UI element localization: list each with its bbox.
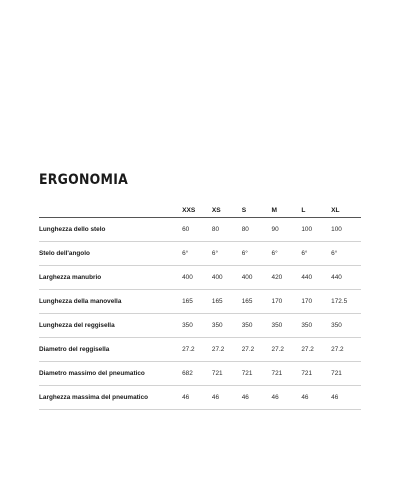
table-cell: 27.2	[331, 338, 361, 362]
row-label: Diametro del reggisella	[39, 338, 182, 362]
table-row	[39, 266, 361, 290]
table-cell: 27.2	[242, 338, 272, 362]
table-cell: 100	[301, 218, 331, 242]
header-size-s: S	[242, 203, 272, 218]
section-title: ERGONOMIA	[39, 172, 129, 188]
header-label-cell	[39, 203, 182, 218]
table-cell: 350	[331, 314, 361, 338]
table-cell: 400	[242, 266, 272, 290]
table-row	[39, 314, 361, 338]
table-cell: 440	[331, 266, 361, 290]
table-cell: 46	[301, 386, 331, 410]
table-cell: 400	[212, 266, 242, 290]
table-cell: 350	[272, 314, 302, 338]
table-cell: 27.2	[182, 338, 212, 362]
table-cell: 27.2	[301, 338, 331, 362]
table-header-row	[39, 203, 361, 218]
table-cell: 6°	[301, 242, 331, 266]
table-cell: 682	[182, 362, 212, 386]
table-cell: 721	[331, 362, 361, 386]
row-label: Lunghezza della manovella	[39, 290, 182, 314]
table-cell: 80	[212, 218, 242, 242]
table-cell: 721	[212, 362, 242, 386]
table-cell: 400	[182, 266, 212, 290]
table-cell: 6°	[212, 242, 242, 266]
table-row	[39, 218, 361, 242]
table-cell: 350	[212, 314, 242, 338]
table-cell: 172.5	[331, 290, 361, 314]
table-cell: 350	[301, 314, 331, 338]
header-size-l: L	[301, 203, 331, 218]
table-row	[39, 362, 361, 386]
table-cell: 100	[331, 218, 361, 242]
table-cell: 90	[272, 218, 302, 242]
ergonomics-table	[39, 203, 361, 410]
table-row	[39, 242, 361, 266]
header-size-m: M	[272, 203, 302, 218]
table-cell: 170	[301, 290, 331, 314]
row-label: Larghezza massima del pneumatico	[39, 386, 182, 410]
table-cell: 46	[331, 386, 361, 410]
table-cell: 6°	[331, 242, 361, 266]
table-cell: 27.2	[212, 338, 242, 362]
table-cell: 60	[182, 218, 212, 242]
table-cell: 46	[182, 386, 212, 410]
row-label: Lunghezza dello stelo	[39, 218, 182, 242]
table-cell: 6°	[182, 242, 212, 266]
table-cell: 350	[242, 314, 272, 338]
table-cell: 46	[272, 386, 302, 410]
table-cell: 6°	[242, 242, 272, 266]
table-row	[39, 290, 361, 314]
table-cell: 721	[272, 362, 302, 386]
table-cell: 165	[242, 290, 272, 314]
table-row	[39, 338, 361, 362]
table-row	[39, 386, 361, 410]
table-cell: 27.2	[272, 338, 302, 362]
table-cell: 721	[242, 362, 272, 386]
table-cell: 170	[272, 290, 302, 314]
row-label: Diametro massimo del pneumatico	[39, 362, 182, 386]
table-cell: 165	[212, 290, 242, 314]
table-cell: 6°	[272, 242, 302, 266]
table-cell: 420	[272, 266, 302, 290]
row-label: Lunghezza del reggisella	[39, 314, 182, 338]
table-cell: 46	[242, 386, 272, 410]
table-cell: 80	[242, 218, 272, 242]
table-cell: 165	[182, 290, 212, 314]
header-size-xl: XL	[331, 203, 361, 218]
table-cell: 440	[301, 266, 331, 290]
table-cell: 721	[301, 362, 331, 386]
header-size-xs: XS	[212, 203, 242, 218]
row-label: Larghezza manubrio	[39, 266, 182, 290]
row-label: Stelo dell'angolo	[39, 242, 182, 266]
table-cell: 350	[182, 314, 212, 338]
table-cell: 46	[212, 386, 242, 410]
header-size-xxs: XXS	[182, 203, 212, 218]
